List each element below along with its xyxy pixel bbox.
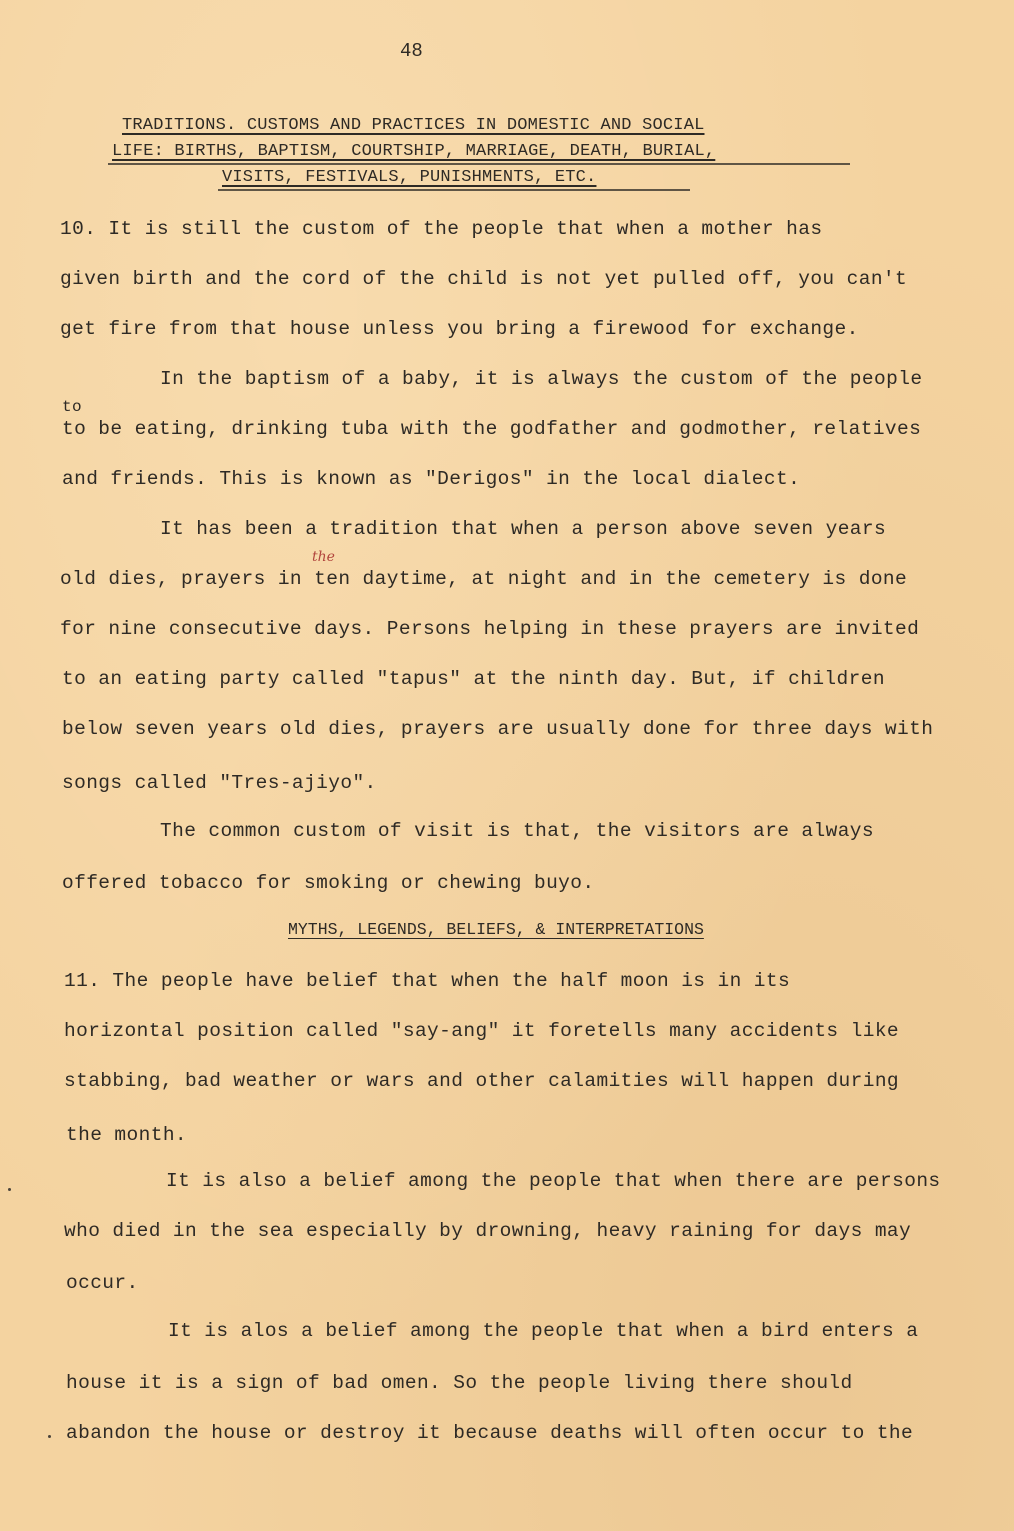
heading-rule-1 [108, 163, 850, 165]
paper-speck [48, 1435, 51, 1438]
body-line: old dies, prayers in ten daytime, at night and in the cemetery is done [60, 568, 908, 590]
body-line: below seven years old dies, prayers are usually done for three days with [62, 718, 934, 740]
heading-line-3: VISITS, FESTIVALS, PUNISHMENTS, ETC. [222, 168, 597, 187]
heading-line-2: LIFE: BIRTHS, BAPTISM, COURTSHIP, MARRIAGE, DEATH, BURIAL, [112, 142, 716, 161]
body-line: who died in the sea especially by drowning, heavy raining for days may [64, 1220, 912, 1242]
body-line: house it is a sign of bad omen. So the people living there should [66, 1372, 853, 1394]
heading-rule-2 [218, 189, 690, 191]
subheading: MYTHS, LEGENDS, BELIEFS, & INTERPRETATIONS [288, 920, 704, 939]
body-line: 11. The people have belief that when the half moon is in its [64, 970, 791, 992]
body-line: abandon the house or destroy it because deaths will often occur to the [66, 1422, 914, 1444]
body-line: offered tobacco for smoking or chewing buyo. [62, 872, 595, 894]
body-line: songs called "Tres-ajiyo". [62, 772, 377, 794]
body-line: get fire from that house unless you bring a firewood for exchange. [60, 318, 859, 340]
body-line: for nine consecutive days. Persons helping in these prayers are invited [60, 618, 920, 640]
body-line: the month. [66, 1124, 188, 1146]
body-line: It has been a tradition that when a person above seven years [160, 518, 887, 540]
body-line: It is also a belief among the people that when there are persons [166, 1170, 941, 1192]
body-line: stabbing, bad weather or wars and other calamities will happen during [64, 1070, 900, 1092]
body-line: to an eating party called "tapus" at the ninth day. But, if children [62, 668, 885, 690]
body-line: occur. [66, 1272, 139, 1294]
handwritten-correction: the [312, 549, 335, 565]
body-line: horizontal position called "say-ang" it foretells many accidents like [64, 1020, 900, 1042]
body-line: and friends. This is known as "Derigos" in the local dialect. [62, 468, 801, 490]
body-line: given birth and the cord of the child is not yet pulled off, you can't [60, 268, 908, 290]
page-number: 48 [400, 40, 423, 62]
body-line: The common custom of visit is that, the visitors are always [160, 820, 875, 842]
body-line: to be eating, drinking tuba with the godfather and godmother, relatives [62, 418, 922, 440]
body-line: It is alos a belief among the people that when a bird enters a [168, 1320, 919, 1342]
body-line: to [62, 398, 83, 416]
body-line: In the baptism of a baby, it is always the custom of the people [160, 368, 923, 390]
paper-speck [8, 1188, 11, 1191]
body-line: 10. It is still the custom of the people that when a mother has [60, 218, 823, 240]
heading-line-1: TRADITIONS. CUSTOMS AND PRACTICES IN DOMESTIC AND SOCIAL [122, 116, 705, 135]
